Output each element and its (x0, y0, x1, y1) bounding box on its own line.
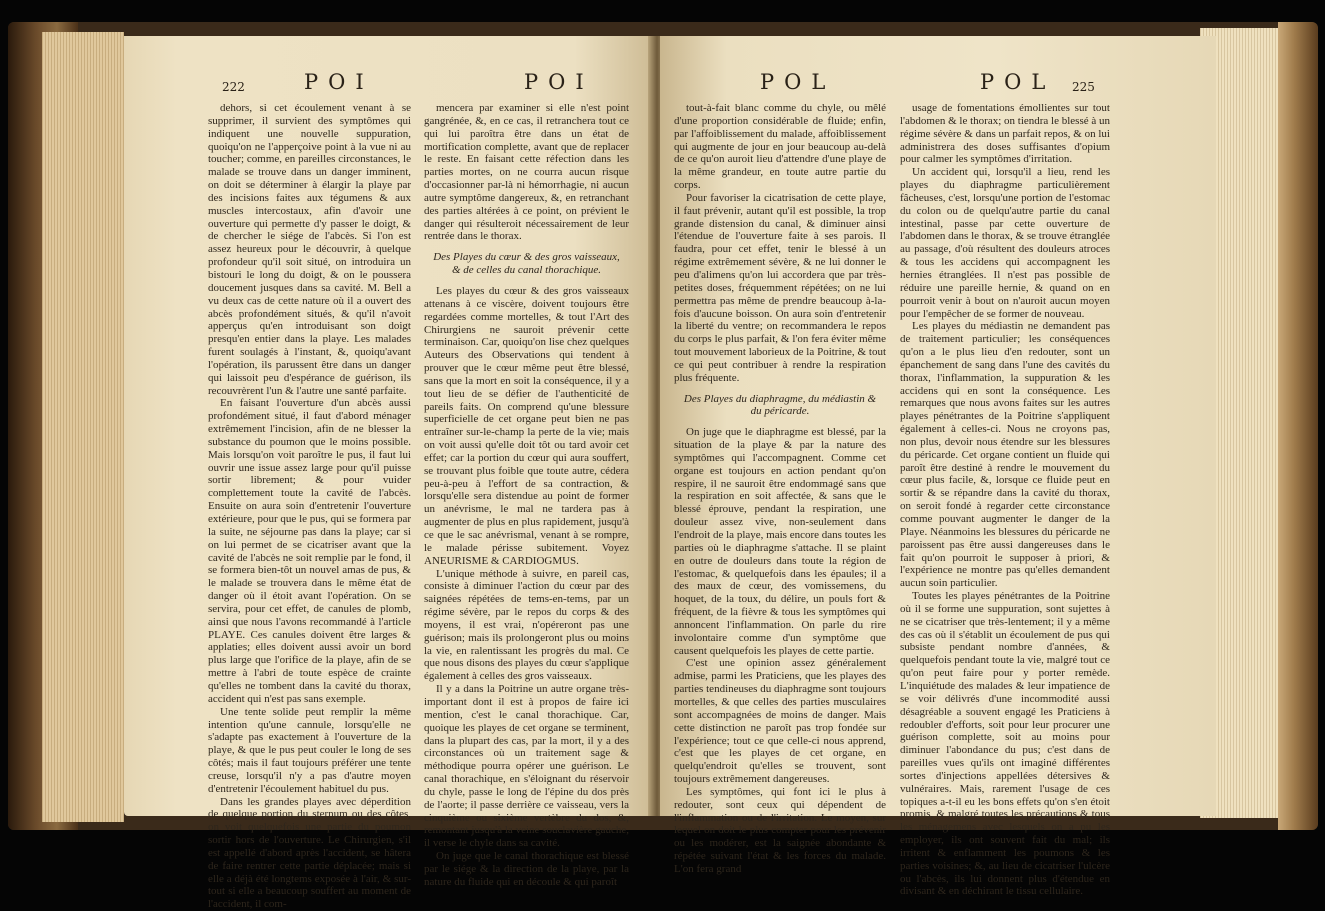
left-column-2 (424, 102, 629, 888)
paragraph: tout-à-fait blanc comme du chyle, ou mêlé d'une proportion considérable de fluide; enfin, par l'affoiblissement du malade, affoiblissement qui augmente de jour en jour beaucoup au-delà de ce qu'on auroit lieu d'attendre d'une playe de la même grandeur, en toute autre partie du corps. (674, 102, 886, 192)
right-column-2 (900, 102, 1111, 898)
paragraph: Toutes les playes pénétrantes de la Poitrine où il se forme une suppuration, sont sujettes à ne se cicatriser que très-lentement; il y a même des cas où il s'établit un écoulement de pus qui subsiste pendant nombre d'années, & quelquefois pendant toute la vie, malgré tout ce qu'on peut faire pour y porter remède. L'inquiétude des malades & leur impatience de se voir délivrés d'une incommodité aussi désagréable a souvent engagé les Praticiens à redoubler d'efforts, soit pour leur procurer une guérison complette, soit au moins pour diminuer l'abondance du pus; c'est dans de pareilles vues qu'ils ont imaginé différentes sortes d'injections appellées détersives & vulnéraires. Mais, rarement l'usage de ces topiques a-t-il eu les bons effets qu'on s'en étoit promis, & malgré toutes les précautions & tous les ménagemens avec lesquels on a pu les employer, ils ont souvent fait du mal; ils irritent & enflamment les poumons & les parties voisines; &, au lieu de cicatriser l'ulcère ou l'abcès, ils lui donnent plus d'étendue en divisant & en déchirant le tissu cellulaire. (900, 590, 1110, 898)
paragraph: Une tente solide peut remplir la même intention qu'une cannule, lorsqu'elle ne s'adapte pas exactement à l'ouverture de la playe, & que le pus peut couler le long de ses côtés; mais il faut toujours préférer une tente creuse, lorsqu'il n'y a pas d'autre moyen d'entretenir l'écoulement habituel du pus. (208, 705, 411, 795)
paragraph: Un accident qui, lorsqu'il a lieu, rend les playes du diaphragme particulièrement fâcheuses, c'est, lorsqu'une portion de l'estomac du colon ou de quelqu'autre partie du canal intestinal, passe par cette ouverture de l'abdomen dans le thorax, & se trouve étranglée au passage, d'où résultent des douleurs atroces & tous les accidens qui accompagnent les hernies étranglées. Il n'est pas possible de réduire une pareille hernie, & quand on en pourroit venir à bout on n'auroit aucun moyen pour l'empêcher de se former de nouveau. (900, 166, 1110, 320)
section-heading: Des Playes du diaphragme, du médiastin & du péricarde. (683, 392, 877, 418)
section-heading: Des Playes du cœur & des gros vaisseaux, & de celles du canal thorachique. (433, 251, 620, 277)
left-head-title-1: POI (304, 70, 374, 94)
open-book (8, 22, 1318, 911)
right-page-number: 225 (1072, 80, 1095, 94)
right-head-title-1: POL (760, 70, 836, 94)
paragraph: Pour favoriser la cicatrisation de cette playe, il faut prévenir, autant qu'il est possible, la trop grande distension du canal, & diminuer ainsi l'étendue de l'ouverture faite à ses parois. Il faudra, pour cet effet, tenir le blessé à un régime extrêmement sévère, & ne lui donner le peu d'alimens qu'on lui accordera que par très-petites doses, fréquemment répétées; on ne lui permettra pas même de prendre beaucoup à-la-fois d'aucune boisson. On aura soin d'entretenir la liberté du ventre; on recommandera le repos du corps le plus parfait, & l'on fera éviter même tout mouvement laborieux de la Poitrine, & tout ce qui peut contribuer à rendre la respiration plus fréquente. (674, 191, 886, 384)
paragraph: C'est une opinion assez généralement admise, parmi les Praticiens, que les playes des parties tendineuses du diaphragme sont toujours mortelles, & que celles des parties musculaires sont accompagnées de moins de danger. Mais cette distinction ne paroît pas trop fondée sur l'expérience; tout ce que celle-ci nous apprend, c'est que les playes de cet organe, en quelqu'endroit qu'elles se trouvent, sont toujours extrêmement dangereuses. (674, 657, 886, 786)
book-cover-right (1278, 22, 1318, 830)
paragraph: Dans les grandes playes avec déperdition de quelque portion du sternum ou des côtes, on voit quelquefois une partie du poumon sortir hors de l'ouverture. Le Chirurgien, s'il est appellé d'abord après l'accident, se hâtera de faire rentrer cette partie déplacée; mais si elle a déjà été longtems exposée à l'air, & sur-tout si elle a beaucoup souffert au moment de l'accident, il com- (208, 795, 411, 911)
paragraph: Il y a dans la Poitrine un autre organe très-important dont il est à propos de faire ici mention, c'est le canal thorachique. Car, quoique les playes de cet organe se terminent, dans la plupart des cas, par la mort, il y a des circonstances où un traitement sage & méthodique pourra opérer une guérison. Le canal thorachique, en s'éloignant du réservoir du chyle, passe le long de l'épine du dos près de l'aorte; il passe derrière ce vaisseau, vers la cinquième ou sixième vertèbre du dos, &, remontant jusqu'à la veine souclavière gauche, il verse le chyle dans sa cavité. (424, 683, 629, 850)
paragraph: On juge que le diaphragme est blessé, par la situation de la playe & par la nature des symptômes qui l'accompagnent. Comme cet organe est toujours en action pendant qu'on respire, il ne sauroit être endommagé sans que la respiration en soit affectée, & sans que le blessé éprouve, pendant la respiration, une douleur assez vive, non-seulement dans l'endroit de la playe, mais encore dans toutes les parties où le diaphragme s'attache. Il se plaint en outre de douleurs dans toute la région de l'estomac, & quelquefois dans les épaules; il a des maux de cœur, des vomissemens, du hoquet, de la toux, du délire, un pouls fort & fréquent, de la fièvre & tous les symptômes qui annoncent l'inflammation. On parle du rire involontaire comme d'un symptôme que causent quelquefois les playes de cette partie. (674, 426, 886, 657)
paragraph: Les symptômes, qui font ici le plus à redouter, sont ceux qui dépendent de l'inflammation ou de l'irritation. Le moyen, sur lequel on doit le plus compter pour les prévenir ou les modérer, est la saignée abondante & répétée suivant l'état & les forces du malade. L'on fera grand (674, 785, 886, 875)
left-page-number: 222 (222, 80, 245, 94)
left-column-1 (208, 102, 411, 911)
page-edges-left (42, 32, 124, 822)
left-head-title-2: POI (524, 70, 594, 94)
right-head-title-2: POL (980, 70, 1056, 94)
paragraph: Les playes du cœur & des gros vaisseaux attenans à ce viscère, doivent toujours être regardées comme mortelles, & tout l'Art des Chirurgiens ne sauroit prévenir cette terminaison. Car, quoiqu'on lise chez quelques Auteurs des Observations qui tendent à prouver que le cœur même peut être blessé, sans que la mort en soit la conséquence, il y a tout lieu de se défier de l'authenticité de pareils faits. On comprend qu'une blessure superficielle de cet organe peut bien ne pas entraîner sur-le-champ la perte de la vie; mais on voit aussi qu'elle doit tôt ou tard avoir cet effet; car la portion du cœur qui aura souffert, se trouvant plus foible que toute autre, cédera peu-à-peu à l'effort de sa contraction, & lorsqu'elle sera distendue au point de former un anévrisme, le mal ne tardera pas à augmenter de plus en plus rapidement, jusqu'à ce que le sac anévrismal, venant à se rompre, le malade périsse subitement. Voyez ANEURISME & CARDIOGMUS. (424, 284, 629, 567)
left-page (124, 36, 654, 911)
paragraph: L'unique méthode à suivre, en pareil cas, consiste à diminuer l'action du cœur par des saignées répétées de tems-en-tems, par un régime sévère, par le repos du corps & des moyens, il est vrai, n'opéreront pas une guérison; mais ils prolongeront plus ou moins la vie, en ralentissant les progrès du mal. Ce que nous disons des playes du cœur s'applique également à celles des gros vaisseaux. (424, 567, 629, 683)
paragraph: dehors, si cet écoulement venant à se supprimer, il survient des symptômes qui indiquent une nouvelle suppuration, quoiqu'on ne l'apperçoive point à la vue ni au toucher; comme, en pareilles circonstances, le malade se trouve dans un danger imminent, on doit se déterminer à élargir la playe par des incisions faites aux tégumens & aux muscles intercostaux, afin d'avoir une ouverture qui permette d'y passer le doigt, & de chercher le siége de l'abcès. Si l'on est assez heureux pour le découvrir, à quelque profondeur qu'il soit situé, on introduira un bistouri le long du doigt, & on le poussera doucement jusques dans sa cavité. M. Bell a vu deux cas de cette nature où il a ouvert des abcès profondément situés, & qu'il n'avoit apperçus qu'en introduisant son doigt presqu'en entier dans la playe. Les malades furent soulagés à l'instant, &, quoiqu'avant l'opération, ils parussent être dans un danger qui laissoit peu d'espérance de guérison, ils recouvrèrent l'un & l'autre une santé parfaite. (208, 102, 411, 397)
left-running-head (124, 70, 654, 100)
right-column-1 (674, 102, 886, 875)
paragraph: Les playes du médiastin ne demandent pas de traitement particulier; les conséquences qu'on a le plus lieu d'en redouter, sont un épanchement de sang dans l'une des cavités du thorax, l'inflammation, la suppuration & les accidens qui en sont la conséquence. Les remarques que nous avons faites sur les autres playes pénétrantes de la Poitrine s'appliquent également à celles-ci. Nous ne croyons pas, non plus, devoir nous étendre sur les blessures du péricarde. Cet organe contient un fluide qui paroît être destiné à rendre le mouvement du cœur plus facile, &, lorsque ce fluide peut en sortir & se répandre dans la cavité du thorax, on seroit fondé à regarder cette circonstance comme pouvant augmenter le danger de la Playe. Néanmoins les blessures du péricarde ne paroissent pas être aussi dangereuses dans le fait qu'on pourroit le supposer à priori, & l'expérience ne montre pas qu'elles demandent aucun soin particulier. (900, 320, 1110, 590)
paragraph: mencera par examiner si elle n'est point gangrénée, &, en ce cas, il retranchera tout ce qui lui paroîtra être dans un état de mortification complette, avant que de replacer le reste. En faisant cette réfection dans les parties mortes, on ne courra aucun risque d'occasionner par-là ni hémorrhagie, ni aucun autre symptôme dangereux, &, en retranchant des parties altérées à ce point, on prévient le danger qui résulteroit nécessairement de leur rentrée dans le thorax. (424, 102, 629, 243)
paragraph: On juge que le canal thorachique est blessé par le siége & la direction de la playe, par la nature du fluide qui en découle & qui paroît (424, 850, 629, 888)
right-page (660, 36, 1216, 898)
right-running-head (660, 70, 1216, 100)
paragraph: usage de fomentations émollientes sur tout l'abdomen & le thorax; on tiendra le blessé à un régime sévère & dans un parfait repos, & on lui administrera des doses suffisantes d'opium pour calmer les symptômes d'irritation. (900, 102, 1111, 166)
paragraph: En faisant l'ouverture d'un abcès aussi profondément situé, il faut d'abord ménager extrêmement l'incision, afin de ne blesser la substance du poumon que le moins possible. Mais lorsqu'on voit paroître le pus, il faut lui ouvrir une issue assez large pour qu'il puisse sortir librement; & pour vuider complettement toute la cavité de l'abcès. Ensuite on aura soin d'entretenir l'ouverture extérieure, pour que le pus, qui se formera par la suite, ne séjourne pas dans la playe; car si on lui permet de se cicatriser avant que la cavité de l'abcès ne soit remplie par le fond, il se formera bien-tôt un nouvel amas de pus, & le malade se trouvera dans le même état de danger où il étoit avant l'opération. On se servira, pour cet effet, de canules de plomb, ainsi que nous l'avons recommandé à l'article PLAYE. Ces canules doivent être larges & applaties; elles doivent aussi avoir un bord plus large que l'orifice de la playe, afin de se mettre à l'abri de toute espèce de crainte qu'elles ne tombent dans la cavité du thorax, accident qui n'est pas sans exemple. (208, 397, 411, 705)
